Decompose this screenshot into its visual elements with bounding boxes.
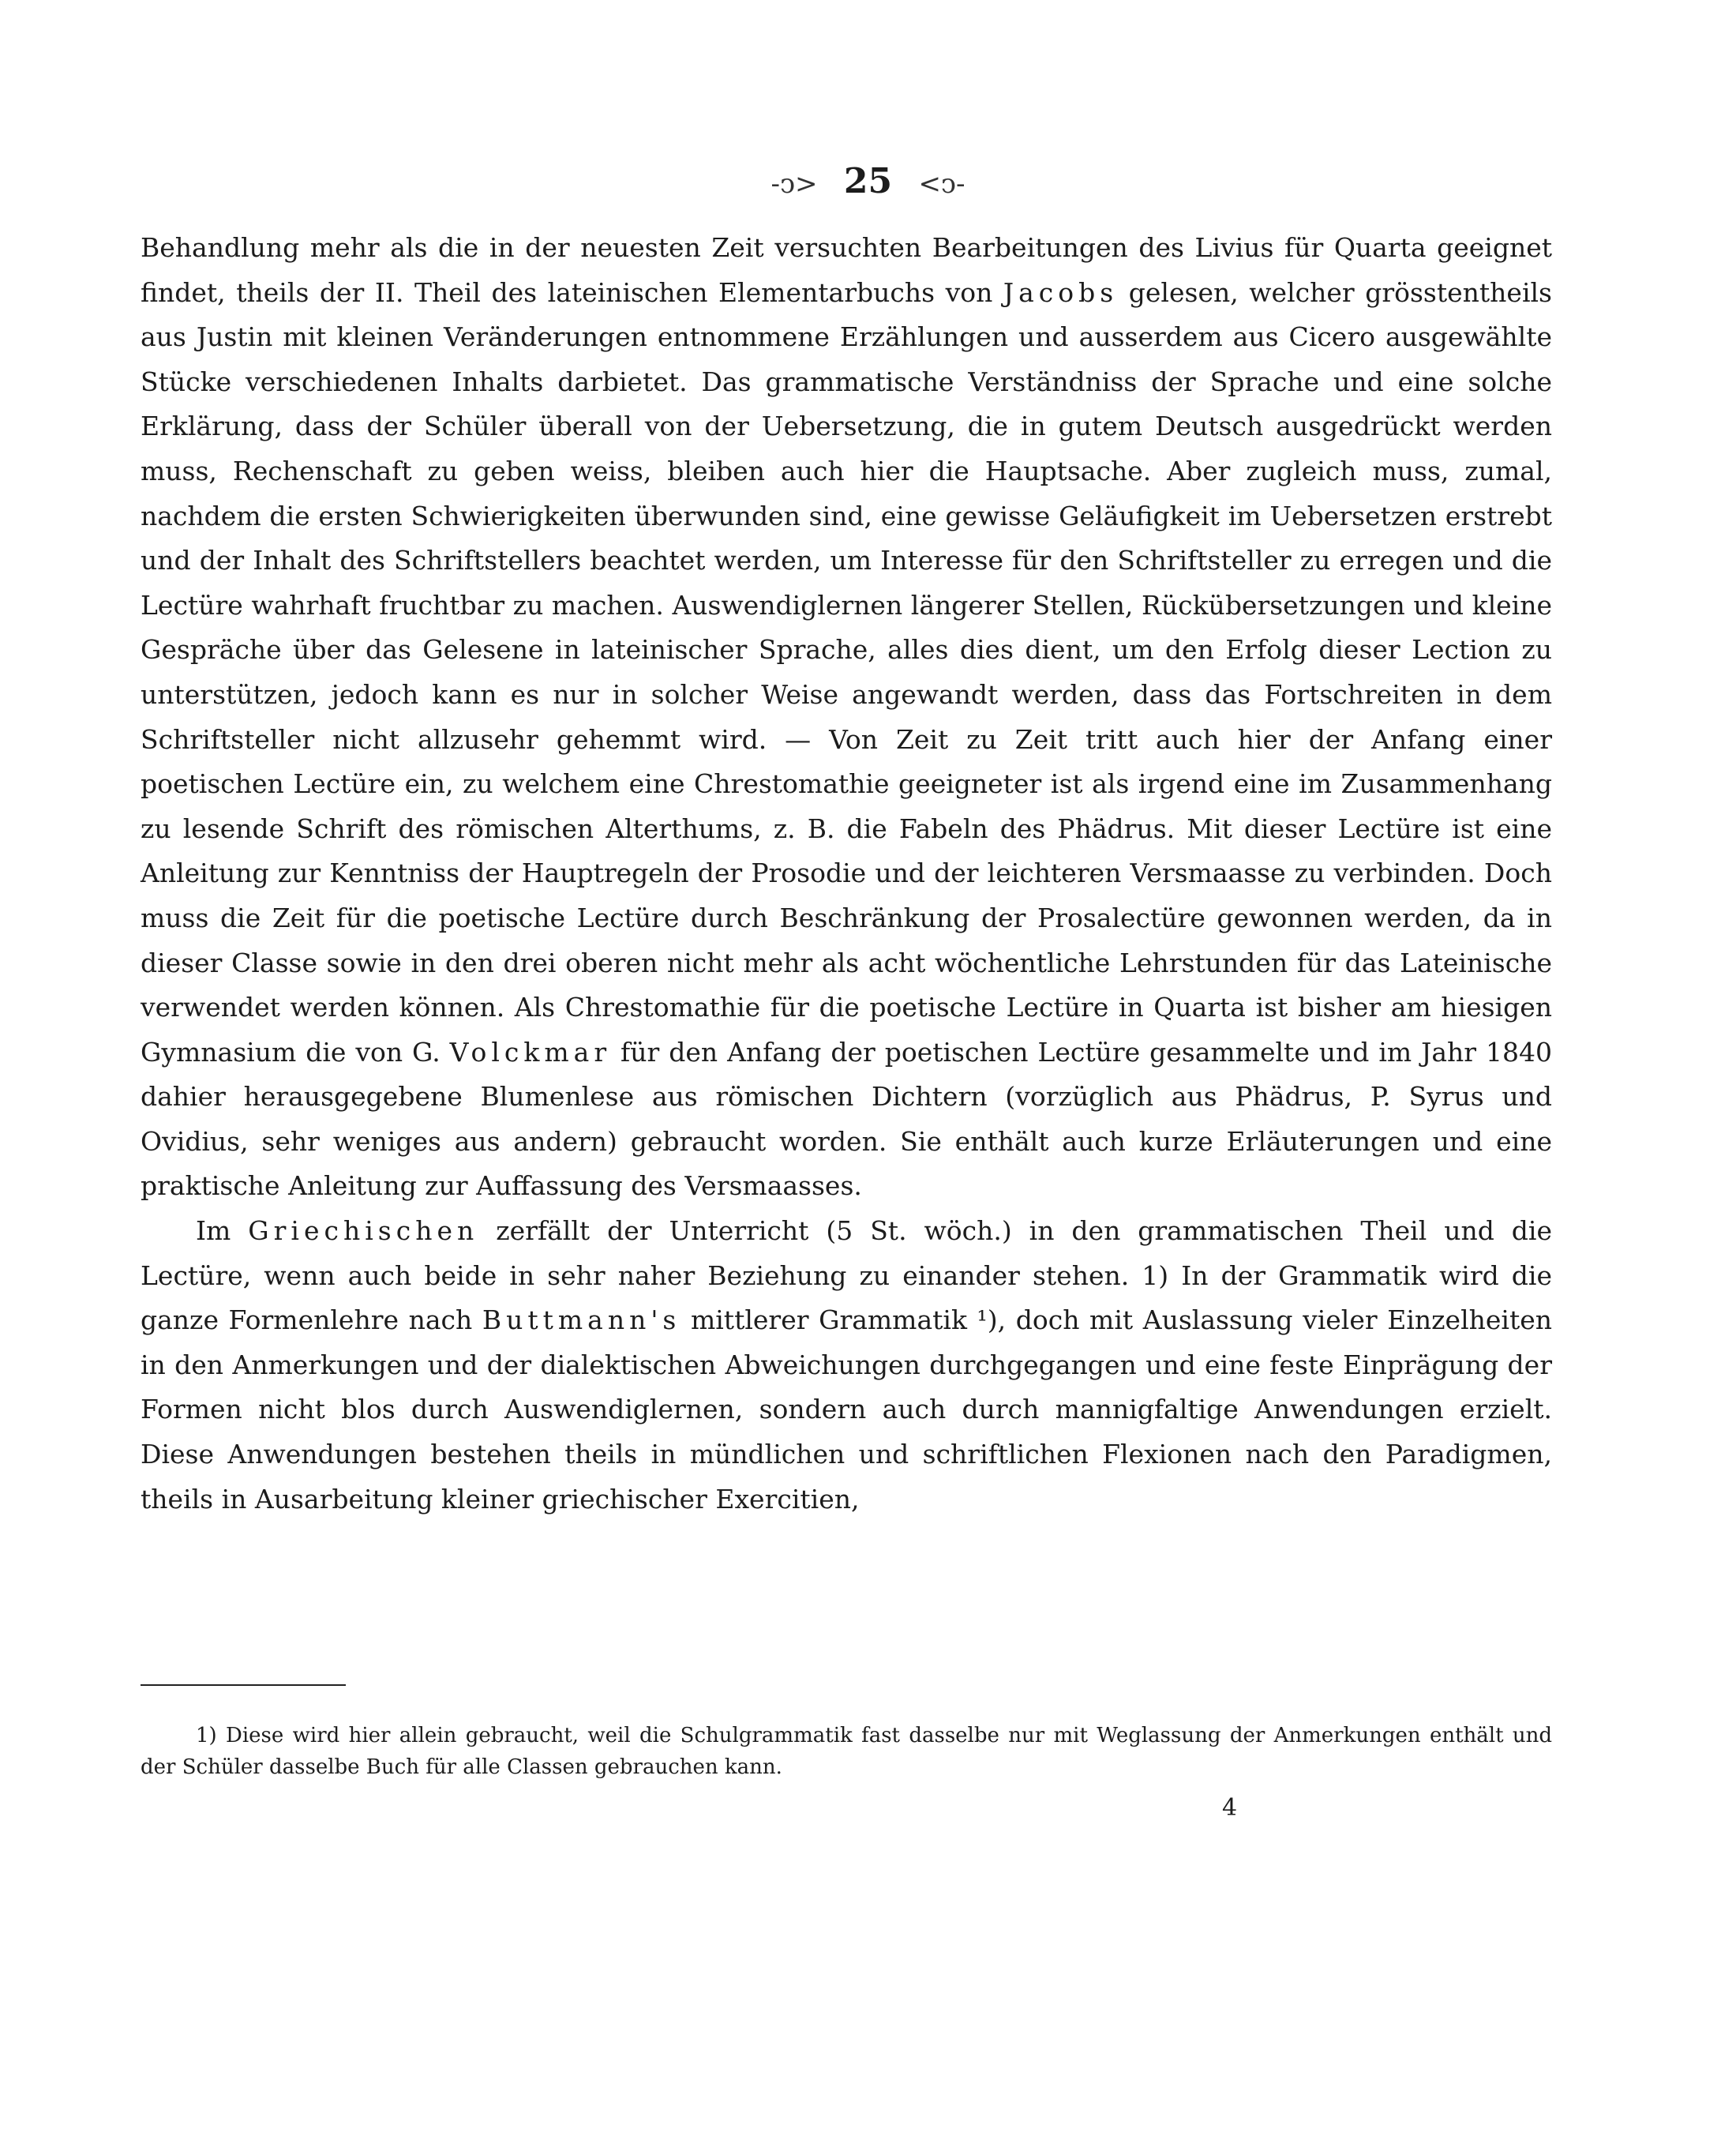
ornament-right: <ↄ- [918,168,965,200]
paragraph-text: Behandlung mehr als die in der neuesten Zeit versuchten Bearbeitungen des Livius für Quarta geeignet findet, theils der II. Theil des lateinischen Elementarbuchs von [141,232,1552,308]
paragraph-text: mittlerer Grammatik ¹), doch mit Auslassung vieler Einzelheiten in den Anmerkungen und der dialektischen Abweichungen durchgegangen und eine feste Einprägung der Formen nicht blos durch Auswendiglernen, sondern auch durch mannigfaltige Anwendungen erzielt. Diese Anwendungen bestehen theils in mündlichen und schriftlichen Flexionen nach den Paradigmen, theils in Ausarbeitung kleiner griechischer Exercitien, [141,1304,1552,1515]
paragraph-latin [141,226,1552,1209]
ornament-left: -ↄ> [771,168,818,200]
paragraph-text: für den Anfang der poetischen Lectüre gesammelte und im Jahr 1840 dahier herausgegebene Blumenlese aus römischen Dichtern (vorzüglich aus Phädrus, P. Syrus und Ovidius, sehr weniges aus andern) gebraucht worden. Sie enthält auch kurze Erläuterungen und eine praktische Anleitung zur Auffassung des Versmaasses. [141,1036,1552,1202]
body-text [141,226,1552,1522]
paragraph-text: gelesen, welcher grösstentheils aus Justin mit kleinen Veränderungen entnommene Erzählungen und ausserdem aus Cicero ausgewählte Stücke verschiedenen Inhalts darbietet. Das grammatische Verständniss der Sprache und eine solche Erklärung, dass der Schüler überall von der Uebersetzung, die in gutem Deutsch ausgedrückt werden muss, Rechenschaft zu geben weiss, bleiben auch hier die Hauptsache. Aber zugleich muss, zumal, nachdem die ersten Schwierigkeiten überwunden sind, eine gewisse Geläufigkeit im Uebersetzen erstrebt und der Inhalt des Schriftstellers beachtet werden, um Interesse für den Schriftsteller zu erregen und die Lectüre wahrhaft fruchtbar zu machen. Auswendiglernen längerer Stellen, Rückübersetzungen und kleine Gespräche über das Gelesene in lateinischer Sprache, alles dies dient, um den Erfolg dieser Lection zu unterstützen, jedoch kann es nur in solcher Weise angewandt werden, dass das Fortschreiten in dem Schriftsteller nicht allzusehr gehemmt wird. — Von Zeit zu Zeit tritt auch hier der Anfang einer poetischen Lectüre ein, zu welchem eine Chrestomathie geeigneter ist als irgend eine im Zusammenhang zu lesende Schrift des römischen Alterthums, z. B. die Fabeln des Phädrus. Mit dieser Lectüre ist eine Anleitung zur Kenntniss der Hauptregeln der Prosodie und der leichteren Versmaasse zu verbinden. Doch muss die Zeit für die poetische Lectüre durch Beschränkung der Prosalectüre gewonnen werden, da in dieser Classe sowie in den drei oberen nicht mehr als acht wöchentliche Lehrstunden für das Lateinische verwendet werden können. Als Chrestomathie für die poetische Lectüre in Quarta ist bisher am hiesigen Gymnasium die von G. [141,276,1552,1068]
paragraph-greek [141,1209,1552,1522]
author-name-volckmar: Volckmar [449,1036,612,1068]
author-name-jacobs: Jacobs [1003,276,1119,308]
footnote [141,1720,1552,1783]
page-number: 25 [843,161,893,201]
author-name-buttmann: Buttmann's [482,1304,681,1336]
footnote-text: 1) Diese wird hier allein gebraucht, weil die Schulgrammatik fast dasselbe nur mit Weglassung der Anmerkungen enthält und der Schüler dasselbe Buch für alle Classen gebrauchen kann. [141,1724,1552,1779]
subject-griechischen: Griechischen [248,1215,479,1247]
signature-mark: 4 [1222,1794,1238,1822]
page-header [0,158,1736,208]
paragraph-text: zerfällt der Unterricht (5 St. wöch.) in den grammatischen Theil und die Lectüre, wenn auch beide in sehr naher Beziehung zu einander stehen. 1) In der Grammatik wird die ganze Formenlehre nach [141,1215,1552,1336]
footnote-rule [141,1684,346,1686]
paragraph-text: Im [196,1215,249,1247]
